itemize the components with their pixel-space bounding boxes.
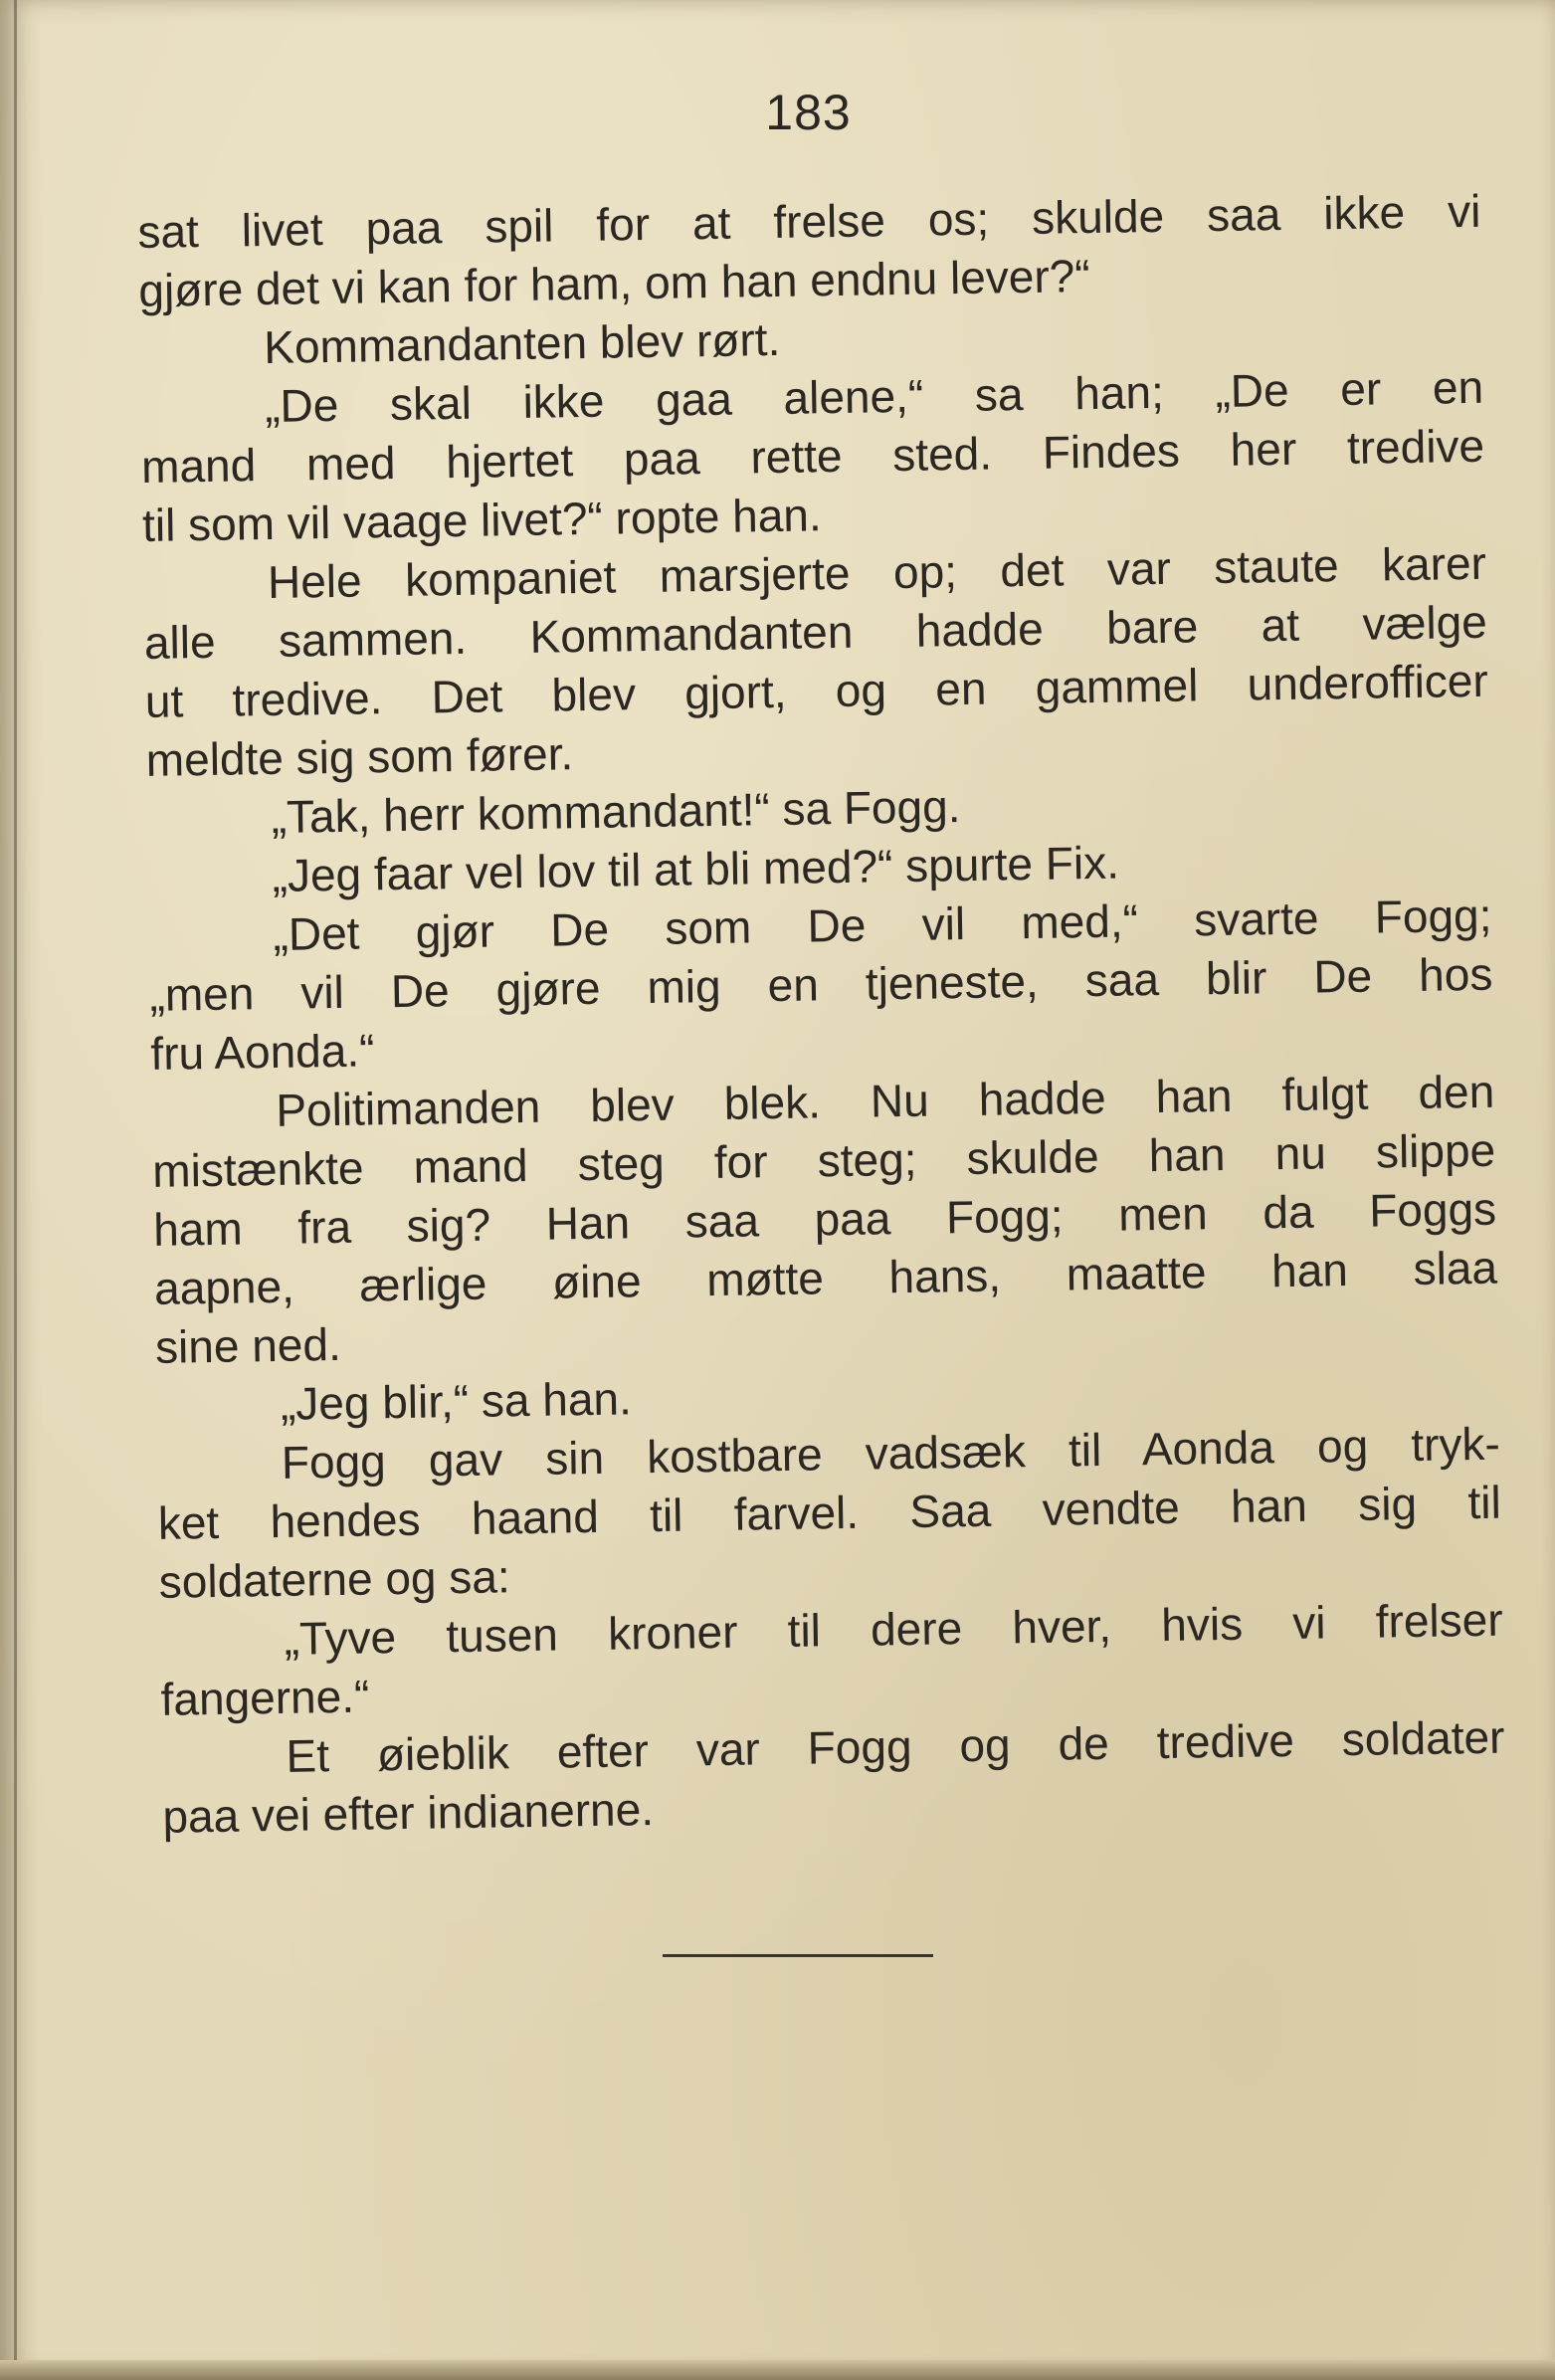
text-line: Fogg gav sin kostbare vadsæk til Aonda og tryk- [281, 1417, 1501, 1488]
text-line: Hele kompaniet marsjerte op; det var staute karer [267, 536, 1487, 608]
page-spine-edge [14, 0, 17, 2380]
text-line: fru Aonda.“ [150, 1024, 375, 1080]
text-line: meldte sig som fører. [145, 727, 574, 786]
body-text [137, 182, 1506, 1847]
text-line: sine ned. [154, 1317, 342, 1373]
chapter-end-rule [663, 1954, 933, 1957]
text-line: til som vil vaage livet?“ ropte han. [141, 489, 823, 551]
text-line: „Det gjør De som De vil med,“ svarte Fogg; [273, 889, 1492, 960]
text-line: mand med hjertet paa rette sted. Findes her tredive [140, 419, 1485, 493]
text-line: alle sammen. Kommandanten hadde bare at vælge [143, 595, 1488, 669]
text-line: Kommandanten blev rørt. [263, 312, 781, 374]
text-line: „Jeg blir,“ sa han. [280, 1372, 633, 1430]
text-line: ham fra sig? Han saa paa Fogg; men da Foggs [152, 1182, 1497, 1256]
text-line: aapne, ærlige øine møtte hans, maatte han slaa [153, 1241, 1498, 1314]
page-bottom-edge [0, 2360, 1555, 2380]
text-line: „men vil De gjøre mig en tjeneste, saa blir De hos [149, 947, 1493, 1021]
text-line: fangerne.“ [160, 1670, 370, 1725]
text-line: „Tak, herr kommandant!“ sa Fogg. [271, 780, 961, 843]
text-line: „De skal ikke gaa alene,“ sa han; „De er en [264, 360, 1484, 433]
text-line: ut tredive. Det blev gjort, og en gammel underofficer [144, 654, 1489, 727]
text-line: ket hendes haand til farvel. Saa vendte han sig til [157, 1476, 1502, 1549]
text-line: gjøre det vi kan for ham, om han endnu lever?“ [137, 249, 1090, 316]
text-line: sat livet paa spil for at frelse os; skulde saa ikke vi [137, 184, 1481, 258]
text-line: paa vei efter indianerne. [162, 1783, 655, 1843]
page-number: 183 [765, 85, 852, 140]
text-line: mistænkte mand steg for steg; skulde han nu slippe [151, 1123, 1496, 1197]
text-line: Et øieblik efter var Fogg og de tredive soldater [286, 1710, 1505, 1782]
text-line: „Tyve tusen kroner til dere hver, hvis vi frelser [284, 1593, 1503, 1665]
text-line: Politimanden blev blek. Nu hadde han fulgt den [275, 1065, 1495, 1136]
text-line: „Jeg faar vel lov til at bli med?“ spurte Fix. [272, 836, 1120, 901]
text-line: soldaterne og sa: [158, 1550, 511, 1608]
